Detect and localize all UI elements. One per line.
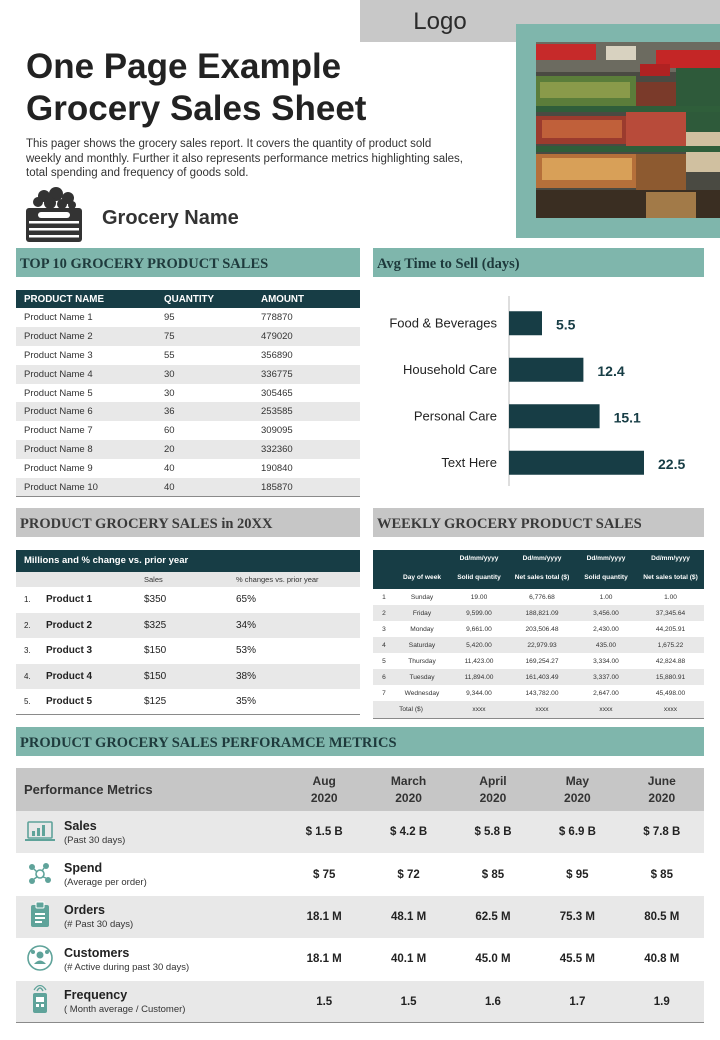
column-header: Performance Metrics xyxy=(16,768,282,811)
table-cell: 1.00 xyxy=(664,593,677,601)
metric-label xyxy=(64,896,282,938)
table-cell: Friday xyxy=(395,605,449,621)
metric-subtitle: (Average per order) xyxy=(64,877,147,889)
column-header: PRODUCT NAME xyxy=(16,290,156,308)
metric-value: $ 95 xyxy=(566,868,589,881)
category-label: Text Here xyxy=(441,454,497,470)
table-cell: Tuesday xyxy=(395,669,449,685)
table-cell: 75 xyxy=(156,327,253,346)
table-cell: 6,776.68 xyxy=(529,593,555,601)
page-title-line1: One Page Example xyxy=(26,47,342,86)
table-row xyxy=(16,638,360,664)
top10-table xyxy=(16,290,360,497)
table-cell: 305465 xyxy=(261,387,293,399)
frequency-icon xyxy=(16,981,64,1023)
table-cell: 4. xyxy=(16,664,46,690)
metric-value: 1.6 xyxy=(451,981,535,1023)
grocery-store-photo xyxy=(536,42,720,218)
table-cell: 1,675.22 xyxy=(637,637,704,653)
metric-subtitle: ( Month average / Customer) xyxy=(64,1004,186,1015)
table-cell: 65% xyxy=(236,594,257,606)
table-cell: 1.00 xyxy=(599,593,613,601)
table-row xyxy=(16,384,360,403)
perf-section-title: PRODUCT GROCERY SALES PERFORAMCE METRICS xyxy=(16,727,704,759)
table-header-row xyxy=(16,290,360,308)
table-cell: Product 1 xyxy=(46,594,93,606)
table-header-row xyxy=(373,566,704,589)
date-header: Dd/mm/yyyy xyxy=(637,550,704,566)
table-cell: 35% xyxy=(236,689,360,715)
metric-title: Customers xyxy=(64,945,130,960)
column-header: QUANTITY xyxy=(156,290,253,308)
metric-subtitle: (# Active during past 30 days) xyxy=(64,961,190,973)
column-header-blank xyxy=(16,572,46,587)
metric-value: $ 6.9 B xyxy=(535,811,619,853)
performance-metrics-table xyxy=(16,768,704,1023)
table-cell: 5. xyxy=(16,689,46,715)
category-label: Household Care xyxy=(403,361,497,377)
table-cell: 161,403.49 xyxy=(509,669,575,685)
table-row xyxy=(373,669,704,685)
weekly-section-title: WEEKLY GROCERY PRODUCT SALES xyxy=(373,508,704,540)
metric-value: 1.9 xyxy=(620,981,704,1023)
table-cell: 40 xyxy=(156,478,253,497)
table-row xyxy=(16,896,704,938)
metric-subtitle: (# Past 30 days) xyxy=(64,919,134,931)
metric-subtitle: (Past 30 days) xyxy=(64,834,126,846)
column-header: Day of week xyxy=(395,566,449,589)
table-row xyxy=(16,308,360,327)
metric-value: 75.3 M xyxy=(535,896,619,938)
table-cell: 309095 xyxy=(261,425,293,437)
table-row xyxy=(373,637,704,653)
metric-value: 1.5 xyxy=(282,981,366,1023)
table-cell: Saturday xyxy=(395,637,449,653)
total-cell: xxxx xyxy=(449,701,509,718)
table-cell: $350 xyxy=(144,594,167,606)
metric-value: $ 4.2 B xyxy=(366,811,450,853)
table-cell: 2,430.00 xyxy=(593,625,619,633)
date-header: Dd/mm/yyyy xyxy=(509,550,575,566)
page-title-line2: Grocery Sales Sheet xyxy=(26,89,367,128)
table-cell: $325 xyxy=(144,613,236,639)
table-cell: 95 xyxy=(164,311,175,323)
metric-value: 62.5 M xyxy=(451,896,535,938)
data-label: 22.5 xyxy=(658,455,686,472)
table-cell: Monday xyxy=(410,625,434,633)
metric-value: $ 7.8 B xyxy=(620,811,704,853)
table-cell: 4 xyxy=(373,637,395,653)
table-cell: 479020 xyxy=(253,327,360,346)
table-cell: 188,821.09 xyxy=(509,605,575,621)
metric-value: $ 72 xyxy=(397,868,420,881)
table-cell: 185870 xyxy=(253,478,360,497)
network-icon xyxy=(16,853,64,895)
table-cell: 2,647.00 xyxy=(593,689,619,697)
grocery-name: Grocery Name xyxy=(102,207,239,229)
table-cell: 30 xyxy=(164,387,175,399)
column-header-blank xyxy=(46,572,144,587)
table-cell: 190840 xyxy=(261,463,293,475)
month-header: May 2020 xyxy=(535,768,619,811)
month-header: April 2020 xyxy=(451,768,535,811)
table-cell: Product 5 xyxy=(46,689,144,715)
table-cell: Product Name 9 xyxy=(24,463,93,475)
metric-value: 18.1 M xyxy=(282,896,366,938)
table-row xyxy=(373,589,704,605)
table-row xyxy=(16,346,360,365)
metric-value: 40.8 M xyxy=(644,953,680,966)
table-cell: 37,345.64 xyxy=(637,605,704,621)
metric-title: Orders xyxy=(64,903,105,918)
table-row xyxy=(16,981,704,1023)
table-row xyxy=(16,938,704,980)
table-row xyxy=(16,587,360,613)
table-row xyxy=(16,327,360,346)
table-row xyxy=(16,440,360,459)
table-cell: 11,423.00 xyxy=(464,657,494,665)
table-row xyxy=(16,613,360,639)
bar xyxy=(509,311,542,335)
table-cell: 3. xyxy=(24,646,31,656)
bar xyxy=(509,358,583,382)
table-cell: Product 3 xyxy=(46,645,93,657)
total-cell: xxxx xyxy=(509,701,575,718)
category-label: Personal Care xyxy=(413,408,497,424)
metric-value: $ 5.8 B xyxy=(451,811,535,853)
metric-value: 18.1 M xyxy=(306,953,342,966)
table-cell: Sunday xyxy=(410,593,434,601)
table-cell: $125 xyxy=(144,689,236,715)
table-cell: 44,205.91 xyxy=(655,625,686,633)
table-cell: 22,979.93 xyxy=(509,637,575,653)
crate-icon xyxy=(24,186,84,244)
sales-chart-icon xyxy=(16,811,64,853)
metric-label xyxy=(64,811,282,853)
table-cell: 45,498.00 xyxy=(655,689,686,697)
table-cell: 2. xyxy=(16,613,46,639)
avg-time-bar-chart xyxy=(372,290,720,490)
table-cell: 55 xyxy=(164,349,175,361)
data-label: 12.4 xyxy=(597,362,625,379)
metric-value: 45.5 M xyxy=(559,953,595,966)
total-row xyxy=(373,701,704,718)
table-cell: 5,420.00 xyxy=(449,637,509,653)
product-sales-section-title: PRODUCT GROCERY SALES in 20XX xyxy=(16,508,360,540)
table-row xyxy=(373,621,704,637)
table-cell: 42,824.88 xyxy=(655,657,686,665)
column-header: Net sales total ($) xyxy=(509,566,575,589)
weekly-sales-table xyxy=(373,550,704,719)
column-header: Solid quantity xyxy=(449,566,509,589)
table-cell: 203,506.48 xyxy=(525,625,559,633)
column-header: Net sales total ($) xyxy=(637,566,704,589)
table-cell: Product Name 1 xyxy=(24,311,93,323)
table-cell: 9,344.00 xyxy=(466,689,492,697)
metric-title: Spend xyxy=(64,861,103,876)
date-header: Dd/mm/yyyy xyxy=(449,550,509,566)
table-row xyxy=(373,685,704,701)
column-header: AMOUNT xyxy=(253,290,360,308)
table-cell: 9,661.00 xyxy=(466,625,492,633)
bar xyxy=(509,404,600,428)
table-cell: 435.00 xyxy=(575,637,637,653)
intro-text: This pager shows the grocery sales report. It covers the quantity of product sold weekly and monthly. Further it also represents performance metrics highlighting sales, total spending and frequency of goods sold. xyxy=(26,138,463,179)
metric-value: 48.1 M xyxy=(366,896,450,938)
table-row xyxy=(16,421,360,440)
total-label: Total ($) xyxy=(373,701,449,718)
month-header: Aug 2020 xyxy=(282,768,366,811)
table-cell: Product Name 2 xyxy=(16,327,156,346)
table-cell: $150 xyxy=(144,645,167,657)
table-row xyxy=(16,689,360,715)
table-cell: 169,254.27 xyxy=(525,657,559,665)
table-cell: 34% xyxy=(236,613,360,639)
date-header: Dd/mm/yyyy xyxy=(575,550,637,566)
table-cell: Product Name 4 xyxy=(16,365,156,384)
metric-value: $ 75 xyxy=(313,868,336,881)
table-cell: 253585 xyxy=(253,402,360,421)
column-header: % changes vs. prior year xyxy=(236,572,360,587)
table-cell: 2 xyxy=(373,605,395,621)
metric-value: 45.0 M xyxy=(475,953,511,966)
table-row xyxy=(373,653,704,669)
table-cell: 3,456.00 xyxy=(575,605,637,621)
table-cell: 143,782.00 xyxy=(525,689,559,697)
table-cell: 11,894.00 xyxy=(449,669,509,685)
table-cell: Product Name 10 xyxy=(16,478,156,497)
metric-value: $ 85 xyxy=(650,868,673,881)
table-cell: 3,337.00 xyxy=(575,669,637,685)
table-cell: 336775 xyxy=(253,365,360,384)
table-cell: 356890 xyxy=(261,349,293,361)
table-cell: 3 xyxy=(382,625,386,633)
bar xyxy=(509,451,644,475)
table-row xyxy=(16,402,360,421)
table-cell: 9,599.00 xyxy=(449,605,509,621)
table-row xyxy=(373,605,704,621)
table-cell: Product 2 xyxy=(46,613,144,639)
table-cell: 20 xyxy=(156,440,253,459)
total-cell: xxxx xyxy=(575,701,637,718)
table-cell: Thursday xyxy=(408,657,436,665)
table-row xyxy=(16,459,360,478)
column-header: Sales xyxy=(144,572,236,587)
table-cell: Product Name 8 xyxy=(16,440,156,459)
metric-title: Sales xyxy=(64,818,97,833)
table-row xyxy=(16,853,704,895)
metric-title: Frequency xyxy=(64,988,128,1002)
table-cell: 19.00 xyxy=(470,593,488,601)
table-cell: 1 xyxy=(382,593,386,601)
clipboard-icon xyxy=(16,896,64,938)
table-row xyxy=(16,811,704,853)
month-header: June 2020 xyxy=(620,768,704,811)
category-label: Food & Beverages xyxy=(389,315,497,331)
metric-label xyxy=(64,981,282,1023)
table-cell: Product Name 3 xyxy=(24,349,93,361)
table-row xyxy=(16,664,360,690)
table-row xyxy=(16,478,360,497)
data-label: 15.1 xyxy=(613,409,641,426)
table-cell: 3,334.00 xyxy=(593,657,619,665)
table-cell: 60 xyxy=(164,425,175,437)
metric-value: $ 85 xyxy=(481,868,505,881)
metric-label xyxy=(64,938,282,980)
date-header-row xyxy=(373,550,704,566)
page-title xyxy=(26,46,446,130)
table-cell: 30 xyxy=(156,365,253,384)
table-cell: 1. xyxy=(24,595,31,605)
month-header: March 2020 xyxy=(366,768,450,811)
table-cell: $150 xyxy=(144,664,236,690)
table-header-row xyxy=(16,768,704,811)
table-cell: 40 xyxy=(164,463,175,475)
product-sales-subtitle: Millions and % change vs. prior year xyxy=(16,550,360,572)
top10-section-title: TOP 10 GROCERY PRODUCT SALES xyxy=(16,248,360,280)
table-cell: 332360 xyxy=(253,440,360,459)
table-cell: 15,880.91 xyxy=(637,669,704,685)
table-cell: Product Name 7 xyxy=(24,425,93,437)
table-cell: 53% xyxy=(236,645,257,657)
logo: Logo xyxy=(413,8,467,35)
table-cell: 38% xyxy=(236,664,360,690)
metric-value: 1.7 xyxy=(535,981,619,1023)
table-cell: 36 xyxy=(156,402,253,421)
table-header-row xyxy=(16,572,360,587)
table-cell: 5 xyxy=(382,657,386,665)
metric-label xyxy=(64,853,282,895)
table-row xyxy=(16,365,360,384)
table-cell: Product Name 6 xyxy=(16,402,156,421)
customers-icon xyxy=(16,938,64,980)
table-cell: 6 xyxy=(373,669,395,685)
table-cell: Product 4 xyxy=(46,664,144,690)
metric-value: 1.5 xyxy=(366,981,450,1023)
table-cell: 778870 xyxy=(261,311,293,323)
table-cell: Product Name 5 xyxy=(24,387,93,399)
table-cell: Wednesday xyxy=(404,689,440,697)
column-header: Solid quantity xyxy=(575,566,637,589)
metric-value: 40.1 M xyxy=(391,953,427,966)
total-cell: xxxx xyxy=(637,701,704,718)
data-label: 5.5 xyxy=(556,316,576,333)
metric-value: 80.5 M xyxy=(620,896,704,938)
table-cell: 7 xyxy=(382,689,386,697)
metric-value: $ 1.5 B xyxy=(282,811,366,853)
avg-time-section-title: Avg Time to Sell (days) xyxy=(373,248,704,280)
product-sales-table xyxy=(16,572,360,715)
